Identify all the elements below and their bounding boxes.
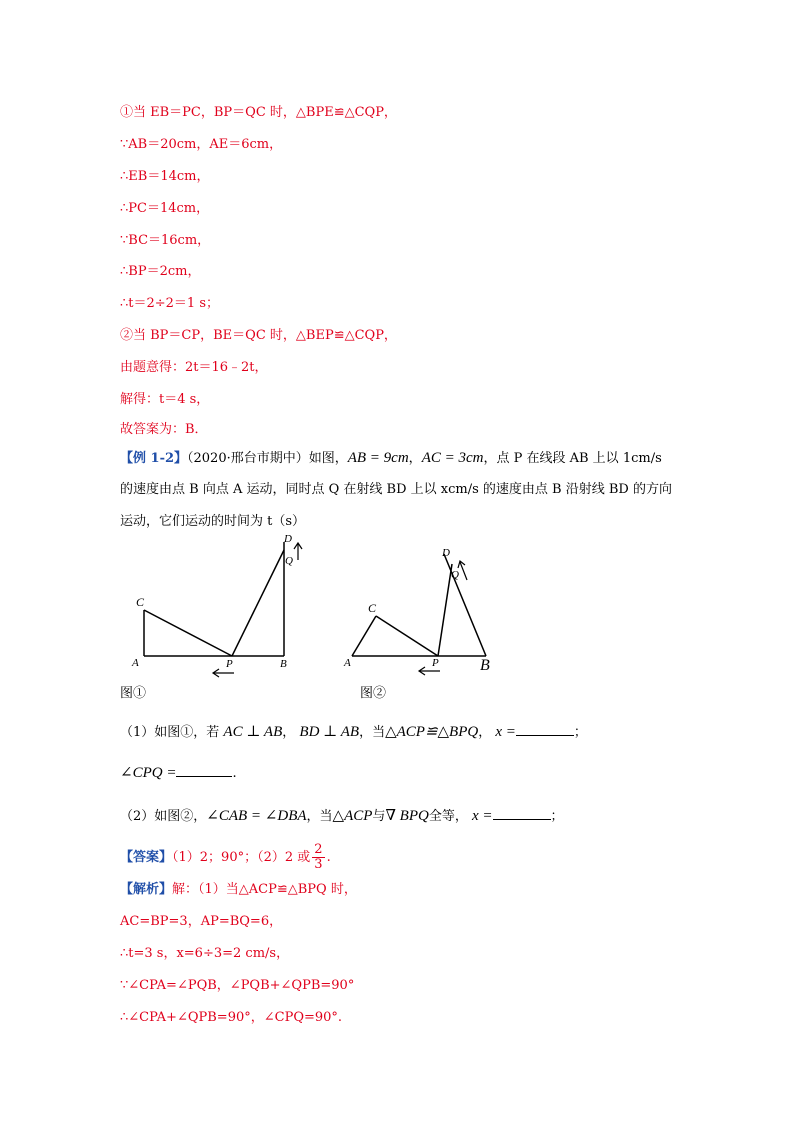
condition-ac-perp-ab: AC ⊥ AB	[223, 724, 283, 740]
answer-blank-angle[interactable]	[176, 762, 232, 777]
question-1-line-1	[120, 721, 587, 743]
question-1-connector: ，当	[359, 725, 386, 740]
example-line-2: 的速度由点 B 向点 A 运动，同时点 Q 在射线 BD 上以 xcm/s 的速度由点 B 沿射线 BD 的方向	[120, 482, 672, 497]
example-text: ，点 P 在线段 AB 上以 1cm/s	[483, 451, 662, 466]
and-word: 与	[372, 809, 386, 824]
segment-ac-2	[352, 616, 376, 656]
label-c: C	[136, 595, 145, 609]
analysis-tag: 【解析】	[120, 882, 173, 897]
analysis-line-1	[120, 880, 357, 900]
triangle-bpq: ∇ BPQ	[385, 808, 429, 824]
solution-line-7: ∴t＝2÷2＝1 s；	[120, 296, 220, 311]
analysis-line-4: ∵∠CPA=∠PQB，∠PQB+∠QPB=90°	[120, 978, 355, 993]
label-q-2: Q	[451, 569, 459, 581]
example-line-3: 运动，它们运动的时间为 t（s）	[120, 514, 306, 529]
ac-length: AC = 3cm	[421, 450, 484, 466]
condition-bd-perp-ab: BD ⊥ AB	[299, 724, 360, 740]
figure-1-caption: 图①	[120, 686, 147, 701]
solution-line-5: ∵BC＝16cm，	[120, 233, 211, 248]
congruent-word: 全等，	[428, 809, 468, 824]
separator: ，	[282, 725, 296, 740]
question-2-prefix: （2）如图②，	[120, 809, 207, 824]
solution-line-9: 由题意得：2t＝16﹣2t，	[120, 360, 268, 375]
separator: ，	[478, 725, 492, 740]
fraction-numerator: 2	[314, 842, 323, 857]
segment-cp	[144, 610, 232, 656]
label-a: A	[132, 657, 139, 669]
answer-blank-x[interactable]	[516, 721, 574, 736]
triangle-acp: △ACP	[332, 808, 373, 824]
semicolon: ；	[573, 725, 587, 740]
question-1-line-2	[120, 762, 237, 784]
period: .	[232, 766, 237, 781]
example-source: （2020·邢台市期中）如图，	[187, 451, 348, 466]
analysis-line-2: AC=BP=3，AP=BQ=6，	[120, 914, 283, 929]
congruence-statement: △ACP≌△BPQ	[385, 724, 479, 740]
label-c-2: C	[368, 601, 377, 615]
solution-line-11: 故答案为：B．	[120, 422, 208, 437]
example-line-1	[120, 448, 662, 469]
separator: ，	[408, 451, 422, 466]
up-arrow-icon	[294, 543, 302, 560]
question-2-connector: ，当	[306, 809, 333, 824]
left-arrow-icon	[213, 669, 234, 677]
solution-line-4: ∴PC＝14cm，	[120, 201, 210, 216]
semicolon: ；	[550, 809, 564, 824]
x-equals: x =	[495, 724, 516, 740]
label-a-2: A	[344, 657, 351, 669]
label-q: Q	[285, 555, 293, 567]
label-p-2: P	[432, 657, 439, 669]
figure-1	[120, 528, 320, 678]
solution-line-10: 解得：t＝4 s，	[120, 392, 210, 407]
answer-line	[120, 843, 331, 873]
question-2-line	[120, 805, 564, 827]
answer-tag: 【答案】	[120, 850, 173, 865]
analysis-line-3: ∴t=3 s，x=6÷3=2 cm/s，	[120, 946, 290, 961]
diagonal-arrow-icon	[458, 561, 467, 580]
segment-pq	[232, 550, 284, 656]
solution-line-6: ∴BP＝2cm，	[120, 264, 201, 279]
label-b-2: B	[480, 657, 490, 674]
answer-blank-x-2[interactable]	[493, 805, 551, 820]
solution-line-2: ∵AB＝20cm，AE＝6cm，	[120, 137, 283, 152]
solution-line-1: ①当 EB＝PC，BP＝QC 时，△BPE≌△CQP，	[120, 105, 397, 120]
solution-line-8: ②当 BP＝CP，BE＝QC 时，△BEP≌△CQP，	[120, 328, 397, 343]
x-equals-2: x =	[471, 808, 493, 824]
figure-2-caption: 图②	[360, 686, 387, 701]
analysis-line-5: ∴∠CPA+∠QPB=90°，∠CPQ=90°.	[120, 1010, 343, 1025]
solution-line-3: ∴EB＝14cm，	[120, 169, 210, 184]
question-1-prefix: （1）如图①，若	[120, 725, 220, 740]
segment-cp-2	[376, 616, 438, 656]
example-tag: 【例 1-2】	[120, 451, 188, 466]
segment-pq-2	[438, 564, 452, 656]
angle-condition: ∠CAB = ∠DBA	[206, 808, 307, 824]
period: .	[326, 850, 331, 865]
label-d-2: D	[442, 547, 450, 559]
fraction-denominator: 3	[314, 857, 323, 872]
label-p: P	[226, 658, 233, 670]
ab-length: AB = 9cm	[347, 450, 409, 466]
label-b: B	[280, 658, 287, 670]
angle-cpq-equals: ∠CPQ =	[120, 765, 177, 781]
label-d: D	[284, 533, 292, 545]
figure-2	[338, 538, 518, 678]
fraction-two-thirds	[312, 843, 324, 872]
analysis-first-text: 解：（1）当△ACP≌△BPQ 时，	[172, 882, 357, 897]
answer-text: （1）2；90°；（2）2 或	[172, 850, 311, 865]
